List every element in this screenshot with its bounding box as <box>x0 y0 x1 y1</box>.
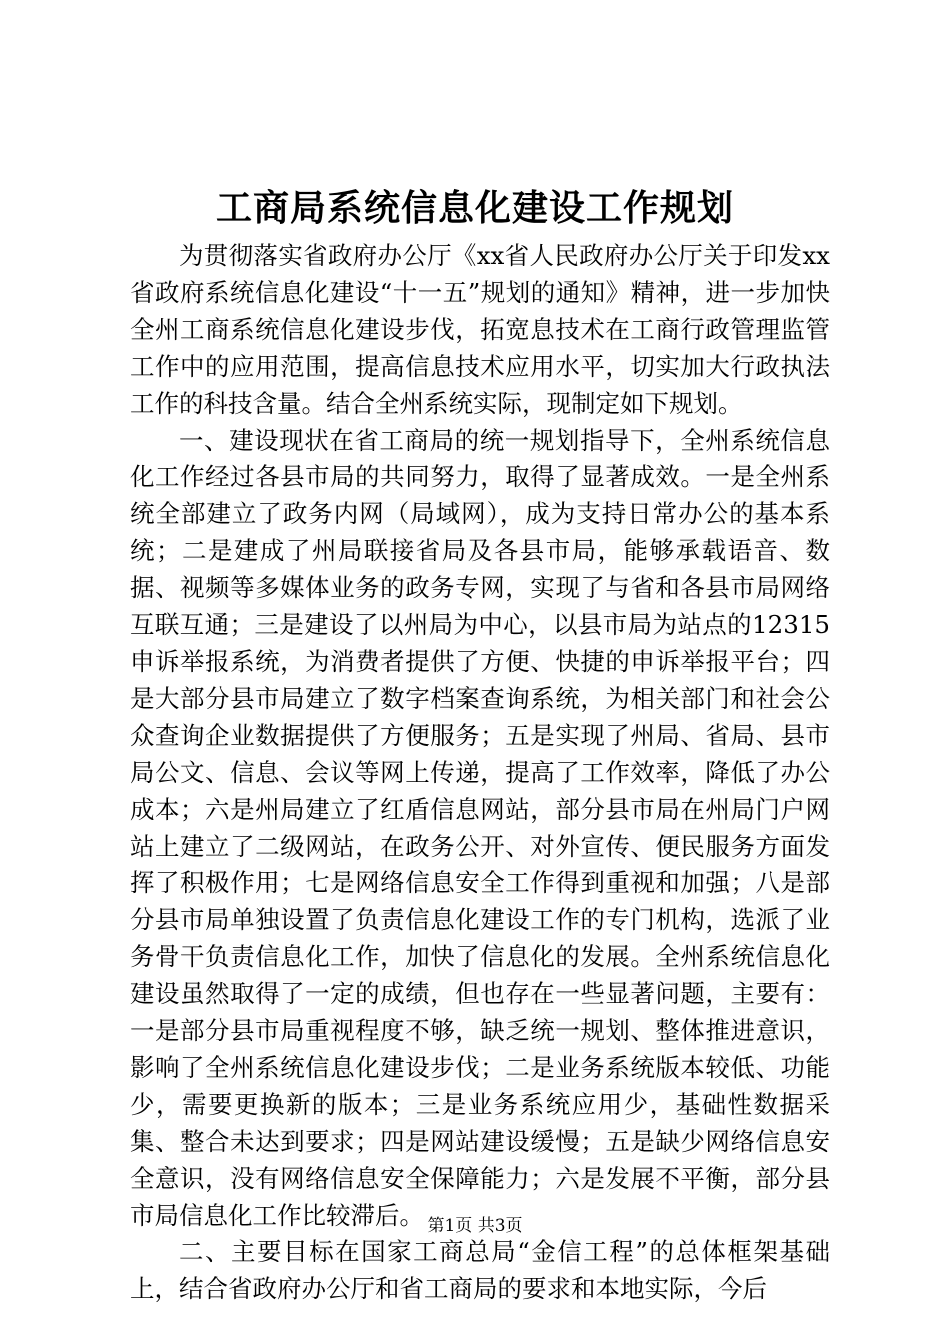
document-title: 工商局系统信息化建设工作规划 <box>215 187 734 229</box>
paragraph-intro: 为贯彻落实省政府办公厅《xx省人民政府办公厅关于印发xx省政府系统信息化建设“十一五”规划的通知》精神，进一步加快全州工商系统信息化建设步伐，拓宽息技术在工商行政管理监管工作中的应用范围，提高信息技术应用水平，切实加大行政执法工作的科技含量。结合全州系统实际，现制定如下规划。 <box>130 241 830 418</box>
paragraph-main-goals: 二、主要目标在国家工商总局“金信工程”的总体框架基础上，结合省政府办公厅和省工商局的要求和本地实际，今后 <box>130 1237 830 1304</box>
page-footer: 第1页 共3页 <box>427 1216 523 1236</box>
document-body <box>130 238 830 1308</box>
paragraph-current-status: 一、建设现状在省工商局的统一规划指导下，全州系统信息化工作经过各县市局的共同努力，取得了显著成效。一是全州系统全部建立了政务内网（局域网），成为支持日常办公的基本系统；二是建成了州局联接省局及各县市局，能够承载语音、数据、视频等多媒体业务的政务专网，实现了与省和各县市局网络互联互通；三是建设了以州局为中心，以县市局为站点的12315申诉举报系统，为消费者提供了方便、快捷的申诉举报平台；四是大部分县市局建立了数字档案查询系统，为相关部门和社会公众查询企业数据提供了方便服务；五是实现了州局、省局、县市局公文、信息、会议等网上传递，提高了工作效率，降低了办公成本；六是州局建立了红盾信息网站，部分县市局在州局门户网站上建立了二级网站，在政务公开、对外宣传、便民服务方面发挥了积极作用；七是网络信息安全工作得到重视和加强；八是部分县市局单独设置了负责信息化建设工作的专门机构，选派了业务骨干负责信息化工作，加快了信息化的发展。全州系统信息化建设虽然取得了一定的成绩，但也存在一些显著问题，主要有：一是部分县市局重视程度不够，缺乏统一规划、整体推进意识，影响了全州系统信息化建设步伐；二是业务系统版本较低、功能少，需要更换新的版本；三是业务系统应用少，基础性数据采集、整合未达到要求；四是网站建设缓慢；五是缺少网络信息安全意识，没有网络信息安全保障能力；六是发展不平衡，部分县市局信息化工作比较滞后。 <box>130 425 830 1230</box>
